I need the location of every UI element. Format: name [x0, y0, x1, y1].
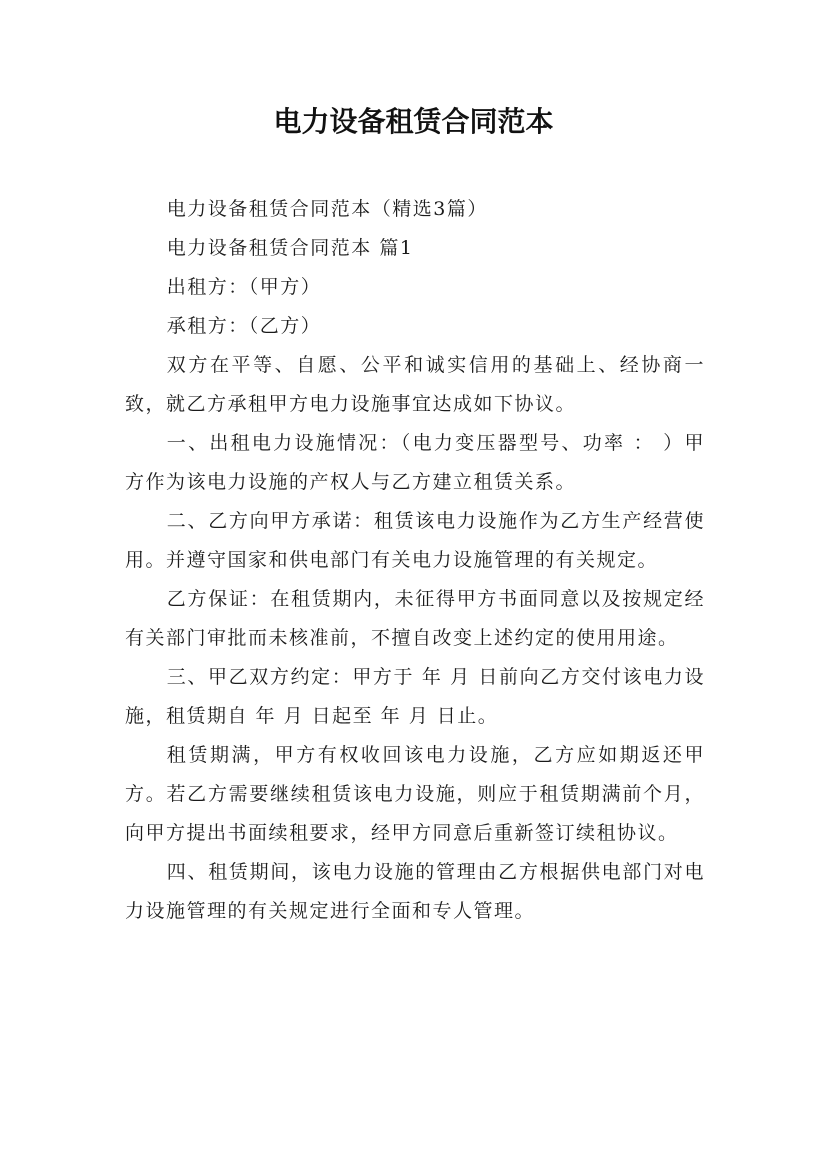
document-body [125, 190, 705, 931]
paragraph-section-heading: 电力设备租赁合同范本 篇1 [166, 237, 414, 259]
paragraph-lessee: 承租方：（乙方） [166, 315, 322, 337]
paragraph-clause-1: 一、出租电力设施情况：（电力变压器型号、功率 ： ）甲方作为该电力设施的产权人与乙方建立租赁关系。 [125, 432, 705, 493]
paragraph-expiry: 租赁期满，甲方有权收回该电力设施，乙方应如期返还甲方。若乙方需要继续租赁该电力设施，则应于租赁期满前个月，向甲方提出书面续租要求，经甲方同意后重新签订续租协议。 [125, 744, 705, 844]
paragraph-clause-3: 三、甲乙双方约定：甲方于 年 月 日前向乙方交付该电力设施，租赁期自 年 月 日起至 年 月 日止。 [125, 666, 705, 727]
paragraph-subtitle: 电力设备租赁合同范本（精选3篇） [166, 198, 488, 220]
paragraph-clause-4: 四、租赁期间，该电力设施的管理由乙方根据供电部门对电力设施管理的有关规定进行全面和专人管理。 [125, 861, 705, 922]
paragraph-clause-2: 二、乙方向甲方承诺：租赁该电力设施作为乙方生产经营使用。并遵守国家和供电部门有关电力设施管理的有关规定。 [125, 510, 705, 571]
paragraph-guarantee: 乙方保证：在租赁期内，未征得甲方书面同意以及按规定经有关部门审批而未核准前，不擅自改变上述约定的使用用途。 [125, 588, 705, 649]
document-title: 电力设备租赁合同范本 [273, 105, 554, 138]
paragraph-lessor: 出租方：（甲方） [166, 276, 322, 298]
paragraph-preamble: 双方在平等、自愿、公平和诚实信用的基础上、经协商一致，就乙方承租甲方电力设施事宜达成如下协议。 [125, 354, 705, 415]
